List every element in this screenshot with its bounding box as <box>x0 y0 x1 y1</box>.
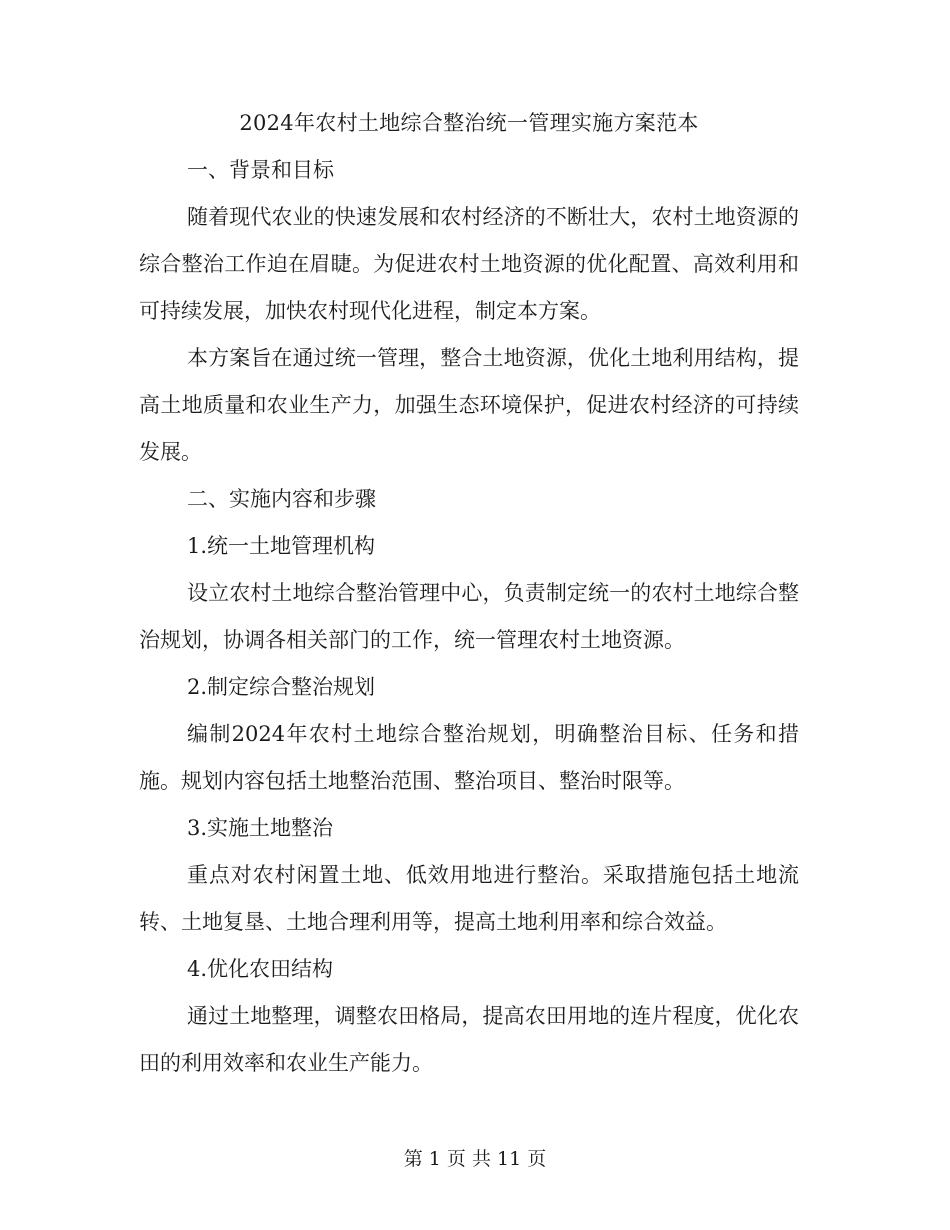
document-body <box>139 100 799 1087</box>
item-heading-2: 2.制定综合整治规划 <box>187 675 376 699</box>
paragraph-background: 随着现代农业的快速发展和农村经济的不断壮大，农村土地资源的综合整治工作迫在眉睫。为促进农村土地资源的优化配置、高效利用和可持续发展，加快农村现代化进程，制定本方案。 <box>139 205 799 323</box>
item-heading-3: 3.实施土地整治 <box>187 816 334 840</box>
item-heading-4: 4.优化农田结构 <box>187 957 334 981</box>
section-heading-implementation: 二、实施内容和步骤 <box>187 487 376 511</box>
item-paragraph-3: 重点对农村闲置土地、低效用地进行整治。采取措施包括土地流转、土地复垦、土地合理利用等，提高土地利用率和综合效益。 <box>139 863 799 934</box>
item-paragraph-4: 通过土地整理，调整农田格局，提高农田用地的连片程度，优化农田的利用效率和农业生产能力。 <box>139 1004 799 1075</box>
item-heading-1: 1.统一土地管理机构 <box>187 534 376 558</box>
item-paragraph-2: 编制2024年农村土地综合整治规划，明确整治目标、任务和措施。规划内容包括土地整治范围、整治项目、整治时限等。 <box>139 722 799 793</box>
document-title: 2024年农村土地综合整治统一管理实施方案范本 <box>239 111 699 135</box>
paragraph-goal: 本方案旨在通过统一管理，整合土地资源，优化土地利用结构，提高土地质量和农业生产力，加强生态环境保护，促进农村经济的可持续发展。 <box>139 346 799 464</box>
page-number-footer: 第 1 页 共 11 页 <box>403 1148 547 1170</box>
section-heading-background: 一、背景和目标 <box>187 158 334 182</box>
item-paragraph-1: 设立农村土地综合整治管理中心，负责制定统一的农村土地综合整治规划，协调各相关部门的工作，统一管理农村土地资源。 <box>139 581 799 652</box>
